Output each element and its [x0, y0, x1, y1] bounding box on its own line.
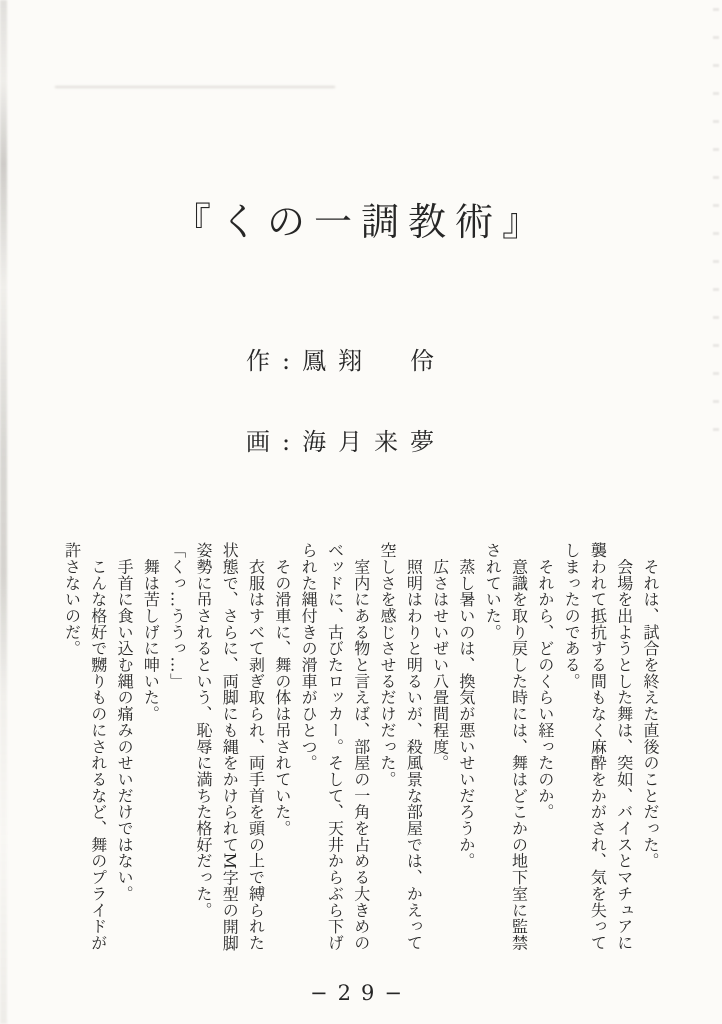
text-column: ベッドに、古びたロッカー。そして、天井からぶら下げ — [325, 542, 345, 951]
text-column: られた縄付きの滑車がひとつ。 — [299, 542, 319, 771]
text-column: 広さはせいぜい八畳間程度。 — [430, 542, 450, 771]
text-column: それから、どのくらい経ったのか。 — [535, 542, 555, 820]
text-column: 手首に食い込む縄の痛みのせいだけではない。 — [115, 542, 135, 902]
text-column: 襲われて抵抗する間もなく麻酔をかがされ、気を失って — [588, 542, 608, 951]
text-column: 姿勢に吊されるという、恥辱に満ちた格好だった。 — [193, 542, 213, 919]
text-column: それは、試合を終えた直後のことだった。 — [641, 542, 660, 869]
author-credit: 作:鳳翔 伶 — [246, 347, 447, 375]
text-column: 室内にある物と言えば、部屋の一角を占める大きめの — [351, 542, 371, 951]
credits-block — [246, 294, 446, 510]
text-column: 舞は苦しげに呻いた。 — [141, 542, 161, 722]
page-number: −29− — [310, 981, 412, 1005]
text-column: 空しさを感じさせるだけだった。 — [378, 542, 398, 788]
text-column: 会場を出ようとした舞は、突如、バイスとマチュアに — [614, 542, 634, 951]
text-column: しまったのである。 — [562, 542, 582, 690]
text-column: 衣服はすべて剥ぎ取られ、両手首を頭の上で縛られた — [246, 542, 266, 951]
text-column: 蒸し暑いのは、換気が悪いせいだろうか。 — [456, 542, 476, 869]
text-column: 意識を取り戻した時には、舞はどこかの地下室に監禁 — [509, 542, 529, 951]
text-column: 状態で、さらに、両脚にも縄をかけられてM字型の開脚 — [220, 542, 240, 952]
text-column: その滑車に、舞の体は吊されていた。 — [272, 542, 292, 837]
scan-artifact-left-edge — [0, 0, 7, 1024]
text-column: されていた。 — [483, 542, 503, 641]
artist-credit: 画:海月来夢 — [246, 428, 447, 456]
story-title: 『くの一調教術』 — [172, 200, 549, 244]
scan-artifact-top-smudge — [55, 86, 335, 88]
text-column: こんな格好で嬲りものにされるなど、舞のプライドが — [88, 542, 108, 951]
text-column: 照明はわりと明るいが、殺風景な部屋では、かえって — [404, 542, 424, 951]
text-column: 許さないのだ。 — [62, 542, 82, 657]
story-text — [58, 542, 663, 958]
text-column: 「くっ…ううっ…」 — [167, 542, 187, 690]
